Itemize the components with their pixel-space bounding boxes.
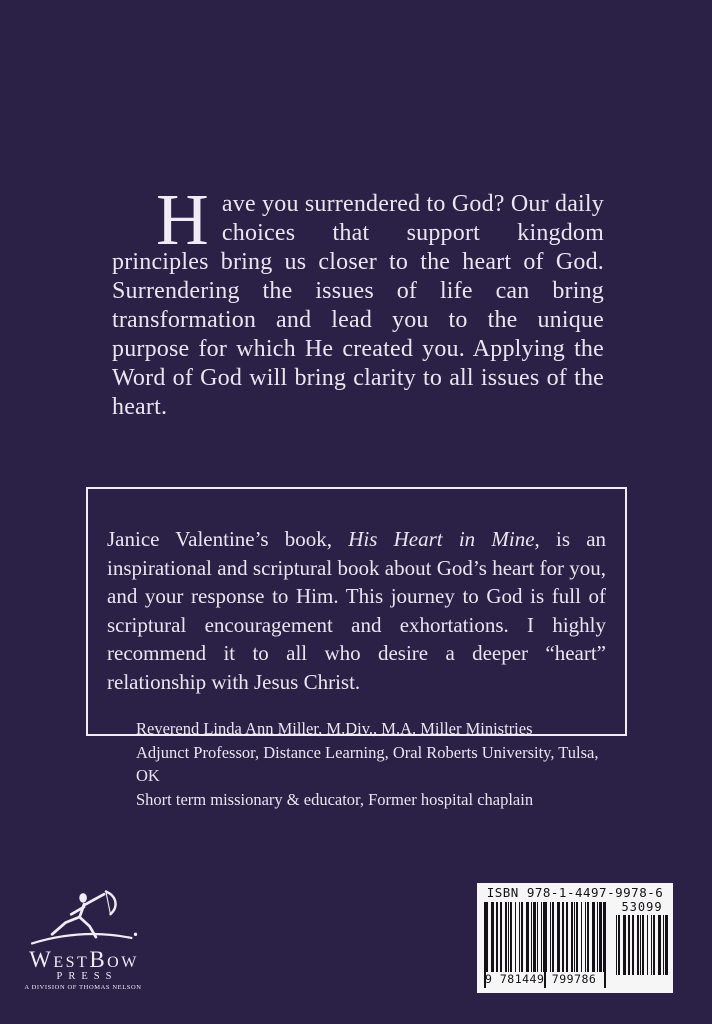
- blurb-text: ave you surrendered to God? Our daily choices that support kingdom principles bring us closer to the heart of God. Surrendering the issues of life can bring transformation and lead you to the unique purpose for which He created you. Applying the Word of God will bring clarity to all issues of the heart.: [112, 191, 604, 420]
- endorsement-attribution: [136, 717, 606, 811]
- barcode-digits: 9 781449 799786: [485, 972, 597, 986]
- barcode-supplement-code: 53099: [621, 900, 663, 914]
- attribution-line: Adjunct Professor, Distance Learning, Oral Roberts University, Tulsa, OK: [136, 742, 599, 786]
- dropcap-letter: H: [156, 179, 209, 260]
- endorsement-quote: [107, 525, 606, 696]
- isbn-label: ISBN 978-1-4497-9978-6: [486, 885, 664, 900]
- attribution-line: Reverend Linda Ann Miller, M.Div., M.A. Miller Ministries: [136, 719, 533, 738]
- barcode-main: [483, 901, 607, 989]
- swoosh-icon: [32, 934, 131, 943]
- barcode-bars-row: [483, 901, 667, 989]
- book-title: His Heart in Mine: [348, 527, 535, 551]
- blurb-paragraph: [112, 179, 604, 422]
- archer-icon: [29, 886, 139, 948]
- quote-suffix: , is an inspirational and scriptural book about God’s heart for you, and your response to Him. This journey to God is full of scriptural encouragement and exhortations. I highly recommend it to all who desire a deeper “heart” relationship with Jesus Christ.: [107, 527, 607, 694]
- publisher-logo: [26, 886, 142, 992]
- publisher-division: [26, 983, 142, 992]
- barcode-supplement: [615, 901, 669, 989]
- publisher-imprint: PRESS: [56, 971, 118, 982]
- publisher-division-text: A DIVISION OF THOMAS NELSON: [24, 984, 142, 991]
- publisher-name: WestBow: [29, 947, 139, 972]
- quote-prefix: Janice Valentine’s book,: [107, 527, 349, 551]
- endorsement-box: [86, 487, 627, 809]
- barcode-bars-supplement-icon: [615, 915, 669, 975]
- attribution-line: Short term missionary & educator, Former hospital chaplain: [136, 789, 534, 809]
- barcode: [477, 883, 673, 993]
